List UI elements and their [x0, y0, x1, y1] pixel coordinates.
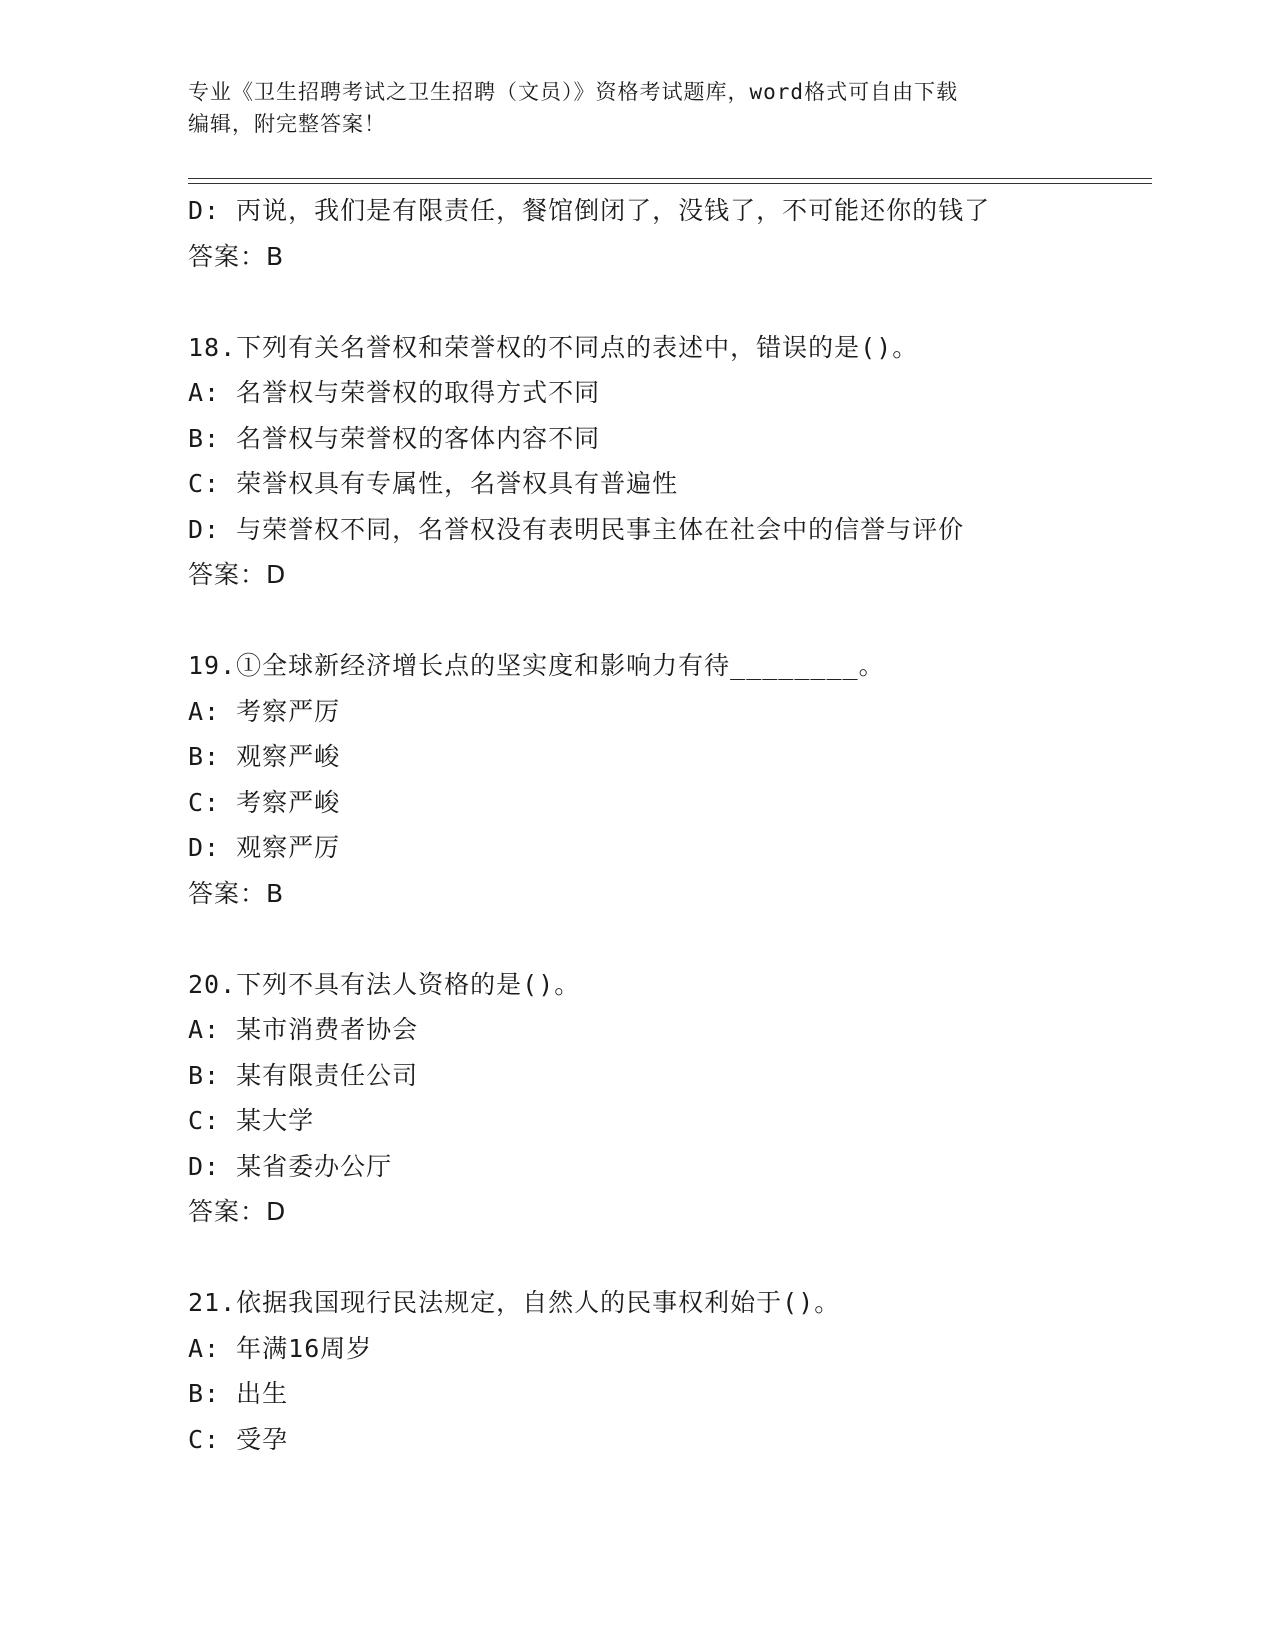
- option-c: C: 某大学: [188, 1106, 315, 1135]
- option-b: B: 名誉权与荣誉权的客体内容不同: [188, 423, 601, 453]
- answer: 答案：B: [188, 878, 285, 908]
- question-18: 18.下列有关名誉权和荣誉权的不同点的表述中，错误的是()。: [188, 332, 919, 362]
- option-d: D: 与荣誉权不同，名誉权没有表明民事主体在社会中的信誉与评价: [188, 514, 965, 544]
- option-a: A: 某市消费者协会: [188, 1015, 419, 1044]
- spacer: [188, 1235, 1148, 1281]
- header-line-2: 编辑，附完整答案！: [188, 112, 386, 136]
- option-d: D: 某省委办公厅: [188, 1151, 393, 1181]
- header-line-1: 专业《卫生招聘考试之卫生招聘（文员）》资格考试题库，word格式可自由下载: [188, 80, 959, 104]
- question-list: [188, 188, 1148, 1462]
- option-a: A: 名誉权与荣誉权的取得方式不同: [188, 378, 601, 407]
- question-19: 19.①全球新经济增长点的坚实度和影响力有待________。: [188, 651, 885, 680]
- header-divider-bottom: [188, 183, 1152, 184]
- option-c: C: 考察严峻: [188, 787, 341, 817]
- option-d: D: 丙说，我们是有限责任，餐馆倒闭了，没钱了，不可能还你的钱了: [188, 196, 991, 225]
- option-b: B: 某有限责任公司: [188, 1060, 419, 1090]
- question-21: 21.依据我国现行民法规定，自然人的民事权利始于()。: [188, 1288, 841, 1317]
- question-20: 20.下列不具有法人资格的是()。: [188, 969, 581, 999]
- option-a: A: 年满16周岁: [188, 1333, 373, 1363]
- option-a: A: 考察严厉: [188, 696, 341, 726]
- option-c: C: 荣誉权具有专属性，名誉权具有普遍性: [188, 469, 679, 498]
- document-header: [188, 76, 1088, 140]
- option-b: B: 观察严峻: [188, 742, 341, 771]
- spacer: [188, 279, 1148, 325]
- answer: 答案：D: [188, 1197, 287, 1226]
- spacer: [188, 916, 1148, 962]
- answer: 答案：D: [188, 560, 287, 589]
- spacer: [188, 598, 1148, 644]
- option-d: D: 观察严厉: [188, 833, 341, 862]
- answer: 答案：B: [188, 241, 285, 271]
- option-b: B: 出生: [188, 1379, 289, 1408]
- option-c: C: 受孕: [188, 1424, 289, 1454]
- header-divider-top: [188, 178, 1152, 179]
